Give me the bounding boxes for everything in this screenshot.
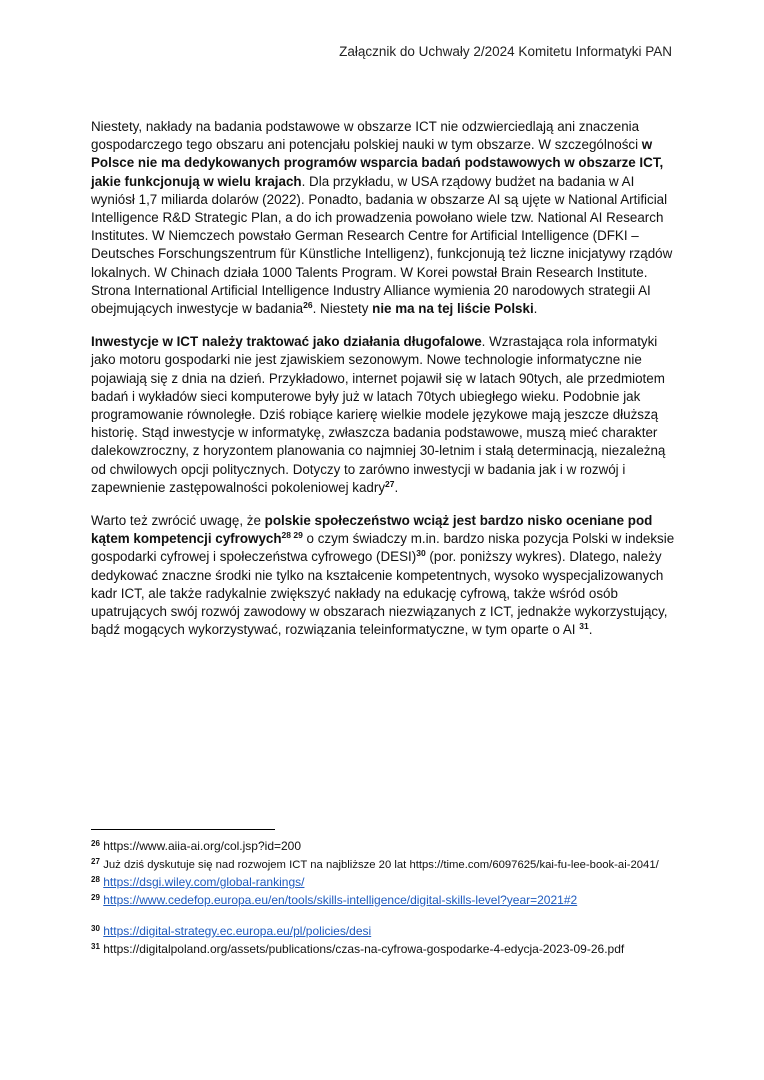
footnote-30 [91,923,675,940]
footnote-31 [91,941,675,958]
paragraph-long-term-investment [91,333,675,497]
text-run: (por. poniższy wykres). Dlatego, należy dedykować znaczne środki nie tylko na kształcenie kompetentnych, wysoko wyspecjalizowanych kadr ICT, ale także radykalnie zwiększyć nakłady na edukację cyfrową, także wśród osób upatrujących swój rozwój zawodowy w obszarach niezwiązanych z ICT, jednakże wykorzystujący, bądź mogących wykorzystywać, rozwiązania teleinformatyczne, w tym oparte o AI [91,549,668,638]
footnote-separator [91,829,275,830]
text-run: o czym świadczy m.in. bardzo niska pozycja Polski w indeksie gospodarki cyfrowej i społeczeństwa cyfrowego (DESI) [91,531,675,565]
text-run: Niestety, nakłady na badania podstawowe w obszarze ICT nie odzwierciedlają ani znaczenia gospodarczego tego obszaru ani potencjału polskiej nauki w tym obszarze. W szczególności [91,119,642,153]
text-run: . [394,479,399,495]
footnote-text: Już dziś dyskutuje się nad rozwojem ICT na najbliższe 20 lat https://time.com/6097625/kai-fu-lee-book-ai-2041/ [103,858,659,871]
footnote-link[interactable]: https://dsgi.wiley.com/global-rankings/ [103,875,305,889]
text-run: Warto też zwrócić uwagę, że [91,513,265,529]
footnote-number: 27 [91,856,100,866]
bold-text: w Polsce nie ma dedykowanych programów wsparcia badań podstawowych w obszarze ICT, jakie funkcjonują w wielu krajach [91,137,664,189]
paragraph-digital-competence [91,512,675,639]
footnote-text: https://digitalpoland.org/assets/publications/czas-na-cyfrowa-gospodarke-4-edycja-2023-09-26.pdf [103,941,625,956]
footnote-26 [91,838,675,855]
text-run: . Niestety [312,301,373,317]
text-run: . [533,301,538,317]
footnote-27 [91,856,675,874]
body-text [91,118,675,654]
text-run: . Wzrastająca rola informatyki jako motoru gospodarki nie jest zjawiskiem sezonowym. Nowe technologie informatyczne nie pojawiają się z dnia na dzień. Przykładowo, internet pojawił się w latach 90tych, ale przedmiotem badań i wykładów sieci komputerowe były już w latach 70tych ubiegłego wieku. Podobnie jak programowanie równoległe. Dziś robiące karierę wielkie modele językowe mają jeszcze dłuższą historię. Stąd inwestycje w informatykę, zwłaszcza badania podstawowe, muszą mieć charakter dalekowzroczny, z horyzontem planowania co najmniej 30-letnim i stałą determinacją, niezależną od chwilowych opcji politycznych. Dotyczy to zarówno inwestycji w badania jak i w rozwój i zapewnienie zastępowalności pokoleniowej kadry [91,334,666,495]
bold-text: polskie społeczeństwo wciąż jest bardzo nisko oceniane pod kątem kompetencji cyfrowych [91,513,653,547]
footnote-link[interactable]: https://www.cedefop.europa.eu/en/tools/skills-intelligence/digital-skills-level?year=2021#2 [103,892,578,907]
footnote-28 [91,874,675,891]
footnote-number: 31 [91,941,100,951]
footnote-ref: 28 29 [281,530,303,541]
bold-text: nie ma na tej liście Polski [372,301,534,317]
footnote-number: 28 [91,875,100,884]
footnote-ref: 30 [416,548,426,559]
footnote-ref: 26 [303,300,313,311]
footnotes [91,838,675,958]
footnote-text: https://www.aiia-ai.org/col.jsp?id=200 [103,839,302,853]
footnote-number: 29 [91,892,100,902]
footnote-link[interactable]: https://digital-strategy.ec.europa.eu/pl/policies/desi [103,924,372,938]
footnote-ref: 27 [385,478,395,489]
footnote-number: 26 [91,839,100,848]
paragraph-research-funding [91,118,675,318]
bold-text: Inwestycje w ICT należy traktować jako działania długofalowe [91,334,482,350]
footnote-number: 30 [91,924,100,933]
page-header: Załącznik do Uchwały 2/2024 Komitetu Informatyki PAN [339,44,672,59]
text-run: . [588,622,593,638]
footnote-29 [91,892,675,909]
footnote-ref: 31 [579,621,589,632]
text-run: . Dla przykładu, w USA rządowy budżet na badania w AI wyniósł 1,7 miliarda dolarów (2022). Ponadto, badania w obszarze AI są ujęte w National Artificial Intelligence R&D Strategic Plan, a do ich prowadzenia powołano wiele tzw. National AI Research Institutes. W Niemczech powstało German Research Centre for Artificial Intelligence (DFKI – Deutsches Forschungszentrum für Künstliche Intelligenz), funkcjonują też liczne inicjatywy rządów lokalnych. W Chinach działa 1000 Talents Program. W Korei powstał Brain Research Institute. Strona International Artificial Intelligence Industry Alliance wymienia 20 narodowych strategii AI obejmujących inwestycje w badania [91,173,673,317]
